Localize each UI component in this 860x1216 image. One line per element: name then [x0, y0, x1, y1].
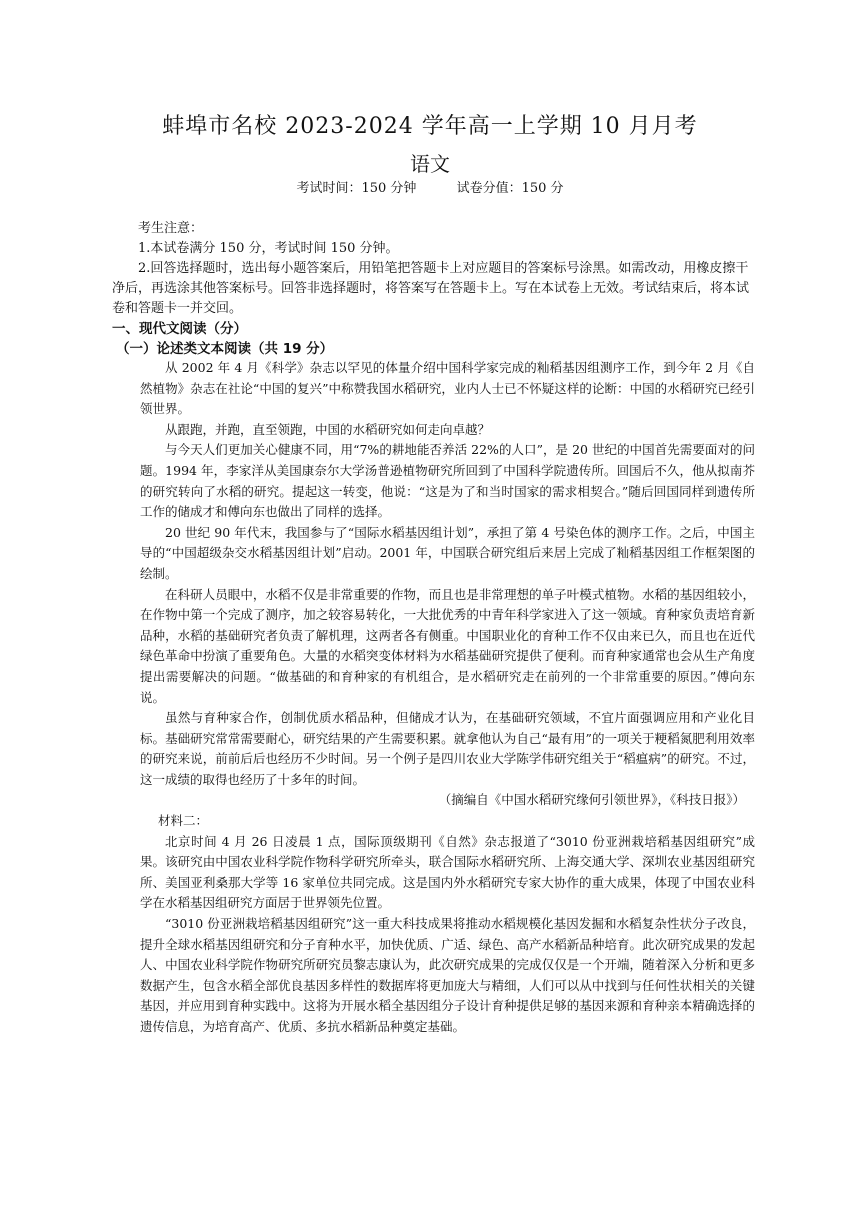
subject-title: 语文: [410, 152, 450, 176]
material1-source: （摘编自《中国水稻研究缘何引领世界》，《科技日报》）: [438, 792, 745, 808]
notice-item-2: 2.回答选择题时，选出每小题答案后，用铅笔把答题卡上对应题目的答案标号涂黑。如需改动，用橡皮擦干净后，再选涂其他答案标号。回答非选择题时，将答案写在答题卡上。写在本试卷上无效。考试结束后，将本试卷和答题卡一并交回。: [112, 261, 750, 316]
material1-paragraph-3: 与今天人们更加关心健康不同，用“7%的耕地能否养活 22%的人口”，是 20 世纪的中国首先需要面对的问题。1994 年，李家洋从美国康奈尔大学汤普逊植物研究所回到了中国科学院遗传所。回国后不久，他从拟南芥的研究转向了水稻的研究。提起这一转变，他说：“这是为了和当时国家的需求相契合。”随后回国同样到遗传所工作的储成才和傅向东也做出了同样的选择。: [140, 442, 755, 520]
notice-item-1: 1.本试卷满分 150 分，考试时间 150 分钟。: [138, 241, 399, 256]
material1-paragraph-1: 从 2002 年 4 月《科学》杂志以罕见的体量介绍中国科学家完成的籼稻基因组测序工作，到今年 2 月《自然植物》杂志在社论“中国的复兴”中称赞我国水稻研究，业内人士已不怀疑这样的论断：中国的水稻研究已经引领世界。: [140, 360, 755, 417]
exam-time: 考试时间：150 分钟: [296, 181, 417, 196]
exam-title: 蚌埠市名校 2023-2024 学年高一上学期 10 月月考: [162, 114, 698, 139]
section-heading-argumentative: （一）论述类文本阅读（共 19 分）: [116, 341, 334, 357]
notice-heading: 考生注意：: [138, 221, 204, 236]
full-score: 试卷分值：150 分: [456, 181, 564, 196]
reading-passage: [140, 358, 755, 1038]
material2-label: 材料二：: [158, 813, 209, 829]
material2-paragraph-2: “3010 份亚洲栽培稻基因组研究”这一重大科技成果将推动水稻规模化基因发掘和水稻复杂性状分子改良，提升全球水稻基因组研究和分子育种水平，加快优质、广适、绿色、高产水稻新品种培育。此次研究成果的发起人、中国农业科学院作物研究所研究员黎志康认为，此次研究成果的完成仅仅是一个开端，随着深入分析和更多数据产生，包含水稻全部优良基因多样性的数据库将更加庞大与精细，人们可以从中找到与任何性状相关的关键基因，并应用到育种实践中。这将为开展水稻全基因组分子设计育种提供足够的基因来源和育种亲本精确选择的遗传信息，为培育高产、优质、多抗水稻新品种奠定基础。: [140, 916, 755, 1034]
material1-paragraph-6: 虽然与育种家合作，创制优质水稻品种，但储成才认为，在基础研究领域，不宜片面强调应用和产业化目标。基础研究常常需要耐心，研究结果的产生需要积累。就拿他认为自己“最有用”的一项关于粳稻氮肥利用效率的研究来说，前前后后也经历不少时间。另一个例子是四川农业大学陈学伟研究组关于“稻瘟病”的研究。不过，这一成绩的取得也经历了十多年的时间。: [140, 710, 755, 787]
material1-paragraph-5: 在科研人员眼中，水稻不仅是非常重要的作物，而且也是非常理想的单子叶模式植物。水稻的基因组较小，在作物中第一个完成了测序，加之较容易转化，一大批优秀的中青年科学家进入了这一领域。育种家负责培育新品种，水稻的基础研究者负责了解机理，这两者各有侧重。中国职业化的育种工作不仅由来已久，而且也在近代绿色革命中扮演了重要角色。大量的水稻突变体材料为水稻基础研究提供了便利。而育种家通常也会从生产角度提出需要解决的问题。“做基础的和育种家的有机组合，是水稻研究走在前列的一个非常重要的原因。”傅向东说。: [140, 586, 755, 705]
material2-paragraph-1: 北京时间 4 月 26 日凌晨 1 点，国际顶级期刊《自然》杂志报道了“3010 份亚洲栽培稻基因组研究”成果。该研究由中国农业科学院作物科学研究所牵头，联合国际水稻研究所、上海交通大学、深圳农业基因组研究所、美国亚利桑那大学等 16 家单位共同完成。这是国内外水稻研究专家大协作的重大成果，体现了中国农业科学在水稻基因组研究方面居于世界领先位置。: [140, 833, 755, 911]
section-heading-reading: 一、现代文阅读（分）: [112, 321, 247, 337]
material1-paragraph-4: 20 世纪 90 年代末，我国参与了“国际水稻基因组计划”，承担了第 4 号染色体的测序工作。之后，中国主导的“中国超级杂交水稻基因组计划”启动。2001 年，中国联合研究组后来居上完成了籼稻基因组工作框架图的绘制。: [140, 524, 755, 581]
candidate-notice: [112, 219, 752, 319]
exam-meta: [0, 180, 860, 198]
material1-paragraph-2: 从跟跑，并跑，直至领跑，中国的水稻研究如何走向卓越？: [165, 421, 491, 437]
